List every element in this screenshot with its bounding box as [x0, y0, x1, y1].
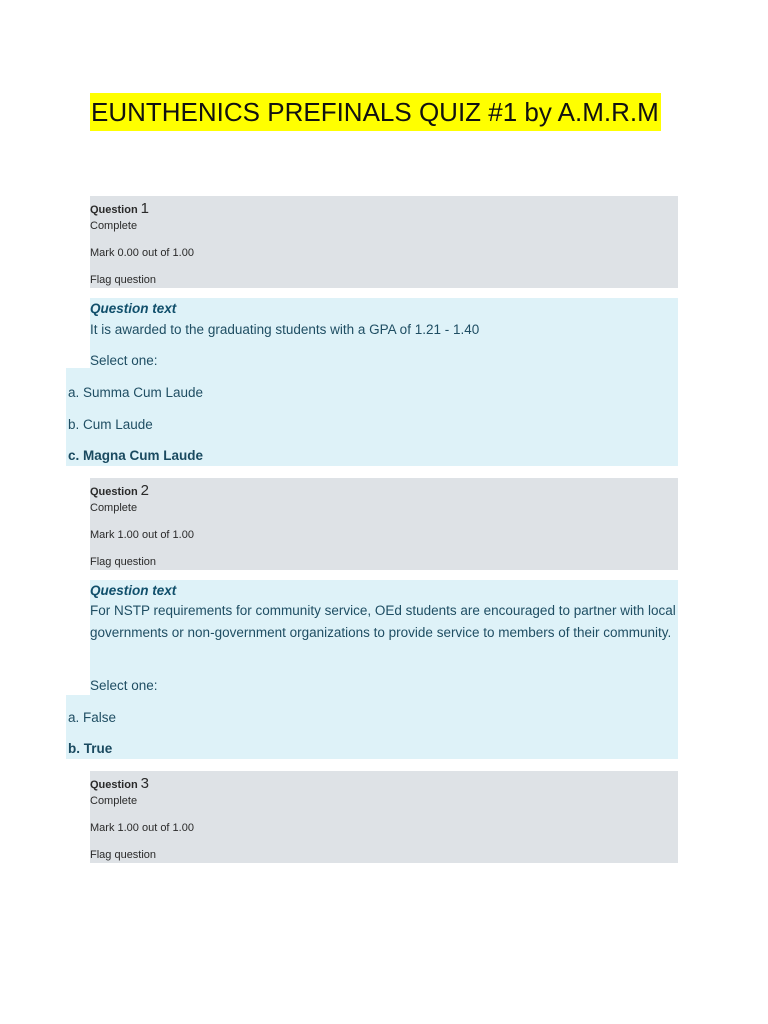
answer-options-1	[66, 368, 678, 466]
flag-question-link[interactable]: Flag question	[90, 556, 157, 568]
question-number: 2	[140, 482, 150, 499]
question-state: Complete	[90, 502, 138, 514]
question-label: Question	[90, 486, 138, 498]
question-grade: Mark 0.00 out of 1.00	[90, 247, 194, 259]
question-text: It is awarded to the graduating students with a GPA of 1.21 - 1.40	[90, 322, 480, 337]
question-grade: Mark 1.00 out of 1.00	[90, 529, 194, 541]
question-text-label: Question text	[90, 301, 177, 316]
answer-option-c-selected[interactable]: c. Magna Cum Laude	[68, 448, 204, 463]
select-one-label: Select one:	[90, 678, 158, 693]
question-number: 1	[140, 200, 150, 217]
question-grade: Mark 1.00 out of 1.00	[90, 822, 194, 834]
flag-question-link[interactable]: Flag question	[90, 849, 157, 861]
quiz-title: EUNTHENICS PREFINALS QUIZ #1 by A.M.R.M	[90, 93, 661, 131]
question-number-label	[90, 775, 149, 792]
question-state: Complete	[90, 220, 138, 232]
answer-options-2	[66, 695, 678, 759]
flag-question-link[interactable]: Flag question	[90, 274, 157, 286]
answer-option-a[interactable]: a. False	[68, 710, 117, 725]
question-number-label	[90, 482, 149, 499]
select-one-label: Select one:	[90, 353, 158, 368]
answer-option-a[interactable]: a. Summa Cum Laude	[68, 385, 204, 400]
question-text-box-1	[90, 298, 678, 368]
question-label: Question	[90, 779, 138, 791]
question-number: 3	[140, 775, 150, 792]
question-label: Question	[90, 204, 138, 216]
question-text-label: Question text	[90, 583, 177, 598]
question-text: For NSTP requirements for community service, OEd students are encouraged to partner with local governments or non-government organizations to provide service to members of their community.	[90, 603, 676, 640]
question-info-2	[90, 478, 678, 570]
answer-option-b[interactable]: b. Cum Laude	[68, 417, 153, 432]
question-state: Complete	[90, 795, 138, 807]
question-number-label	[90, 200, 149, 217]
answer-option-b-selected[interactable]: b. True	[68, 741, 113, 756]
question-text-box-2	[90, 580, 678, 695]
question-info-3	[90, 771, 678, 863]
question-info-1	[90, 196, 678, 288]
